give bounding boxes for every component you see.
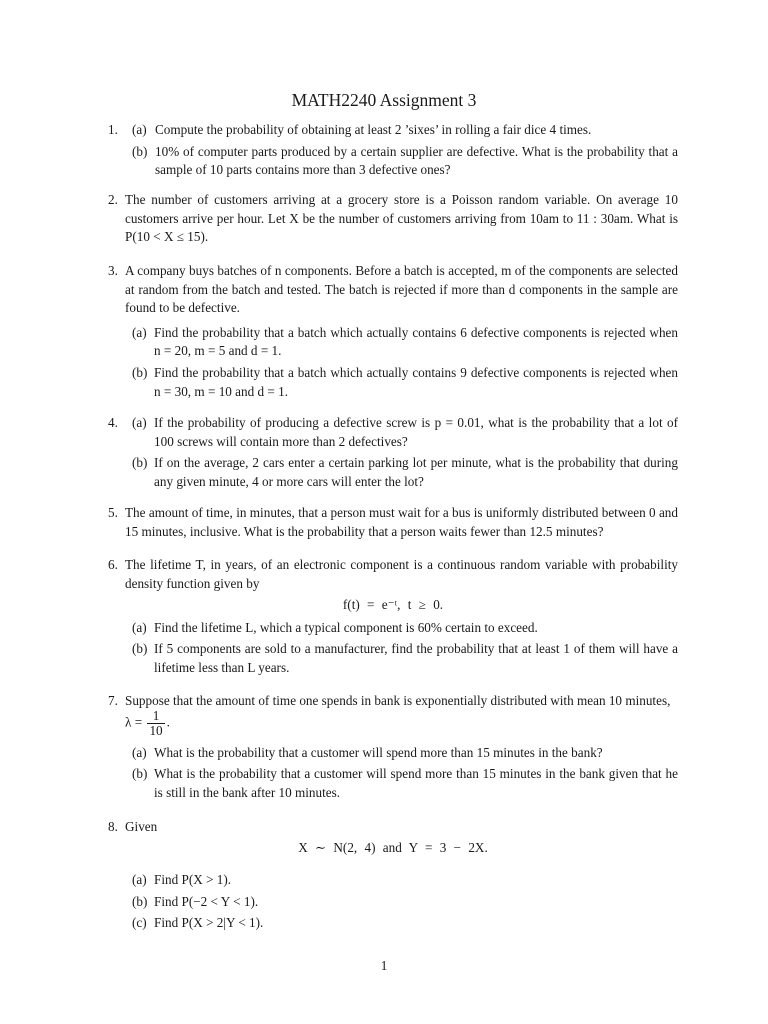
question-1: [108, 121, 678, 183]
question-text: The number of customers arriving at a grocery store is a Poisson random variable. On average 10 customers arrive per hour. Let X be the number of customers arriving from 10am to 11 : 30am. What is P(10 < X ≤ 15).: [125, 192, 678, 245]
sub-question-a: (a) If the probability of producing a defective screw is p = 0.01, what is the probability that a lot of 100 screws will contain more than 2 defectives?: [132, 415, 678, 449]
sub-question-text: Find P(X > 2|Y < 1).: [154, 915, 264, 931]
sub-question-a: (a) Compute the probability of obtaining at least 2 ’sixes’ in rolling a fair dice 4 times.: [132, 122, 592, 137]
page-number: 1: [380, 958, 388, 973]
sub-question-c: (c) Find P(X > 2|Y < 1).: [132, 915, 264, 931]
question-text: The lifetime T, in years, of an electronic component is a continuous random variable with probability density function given by: [125, 557, 678, 591]
sub-question-b: (b) 10% of computer parts produced by a certain supplier are defective. What is the probability that a sample of 10 parts contains more than 3 defective ones?: [132, 143, 678, 178]
sub-question-a: (a) What is the probability that a customer will spend more than 15 minutes in the bank?: [132, 744, 603, 760]
question-4: [108, 414, 678, 494]
sub-question-text: Compute the probability of obtaining at least 2 ’sixes’ in rolling a fair dice 4 times.: [155, 122, 592, 137]
distribution-equation: X ∼ N(2, 4) and Y = 3 − 2X.: [298, 839, 488, 855]
lambda-expression: λ = $\frac{1}{10}$ .: [125, 707, 170, 738]
question-3: [108, 262, 678, 404]
sub-question-text: What is the probability that a customer will spend more than 15 minutes in the bank given that he is still in the bank after 10 minutes.: [154, 766, 678, 800]
sub-question-text: If 5 components are sold to a manufacturer, find the probability that at least 1 of them will have a lifetime less than L years.: [154, 641, 678, 675]
sub-question-text: If the probability of producing a defective screw is p = 0.01, what is the probability that a lot of 100 screws will contain more than 2 defectives?: [154, 415, 678, 449]
sub-question-text: Find the probability that a batch which actually contains 6 defective components is rejected when n = 20, m = 5 and d = 1.: [154, 324, 678, 359]
sub-question-b: (b) If 5 components are sold to a manufacturer, find the probability that at least 1 of them will have a lifetime less than L years.: [132, 641, 678, 675]
density-equation: f(t) = e⁻ᵗ, t ≥ 0.: [342, 597, 444, 613]
sub-question-text: Find the probability that a batch which actually contains 9 defective components is rejected when n = 30, m = 10 and d = 1.: [154, 364, 678, 399]
sub-question-a: (a) Find P(X > 1).: [132, 872, 232, 888]
question-number: 8.: [108, 819, 118, 834]
question-number: 6.: [108, 557, 118, 572]
sub-question-b: (b) What is the probability that a customer will spend more than 15 minutes in the bank given that he is still in the bank after 10 minutes.: [132, 766, 678, 800]
question-number: 4.: [108, 415, 118, 430]
sub-question-text: If on the average, 2 cars enter a certain parking lot per minute, what is the probability that during any given minute, 4 or more cars will enter the lot?: [154, 455, 678, 489]
question-number: 2.: [108, 192, 118, 207]
sub-question-text: Find the lifetime L, which a typical component is 60% certain to exceed.: [154, 619, 538, 635]
sub-question-b: (b) If on the average, 2 cars enter a certain parking lot per minute, what is the probability that during any given minute, 4 or more cars will enter the lot?: [132, 455, 678, 489]
sub-question-text: What is the probability that a customer will spend more than 15 minutes in the bank?: [154, 744, 603, 760]
fraction: $\frac{1}{10}$: [149, 707, 163, 738]
question-text: A company buys batches of n components. Before a batch is accepted, m of the components are selected at random from the batch and tested. The batch is rejected if more than d components in the sample are found to be defective.: [125, 263, 678, 316]
sub-question-a: (a) Find the probability that a batch which actually contains 6 defective components is rejected when n = 20, m = 5 and d = 1.: [132, 324, 678, 359]
question-5: [108, 504, 678, 541]
question-2: [108, 191, 678, 247]
question-6: [108, 556, 678, 681]
sub-question-text: Find P(X > 1).: [154, 872, 232, 888]
question-text: Given: [125, 819, 158, 834]
question-number: 3.: [108, 263, 118, 278]
question-number: 5.: [108, 505, 118, 520]
sub-question-b: (b) Find P(−2 < Y < 1).: [132, 893, 259, 909]
sub-question-text: Find P(−2 < Y < 1).: [154, 893, 259, 909]
question-text: The amount of time, in minutes, that a person must wait for a bus is uniformly distributed between 0 and 15 minutes, inclusive. What is the probability that a person waits fewer than 12.5 minutes?: [125, 505, 678, 539]
sub-question-text: 10% of computer parts produced by a certain supplier are defective. What is the probability that a sample of 10 parts contains more than 3 defective ones?: [155, 143, 678, 178]
question-text: Suppose that the amount of time one spends in bank is exponentially distributed with mean 10 minutes,: [125, 693, 671, 708]
sub-question-b: (b) Find the probability that a batch which actually contains 9 defective components is rejected when n = 30, m = 10 and d = 1.: [132, 364, 678, 399]
sub-question-a: (a) Find the lifetime L, which a typical component is 60% certain to exceed.: [132, 619, 538, 635]
question-7: [108, 692, 678, 805]
question-number: 1.: [108, 122, 118, 137]
question-8: [108, 818, 678, 936]
question-number: 7.: [108, 693, 118, 708]
page-title: MATH2240 Assignment 3: [291, 90, 477, 110]
